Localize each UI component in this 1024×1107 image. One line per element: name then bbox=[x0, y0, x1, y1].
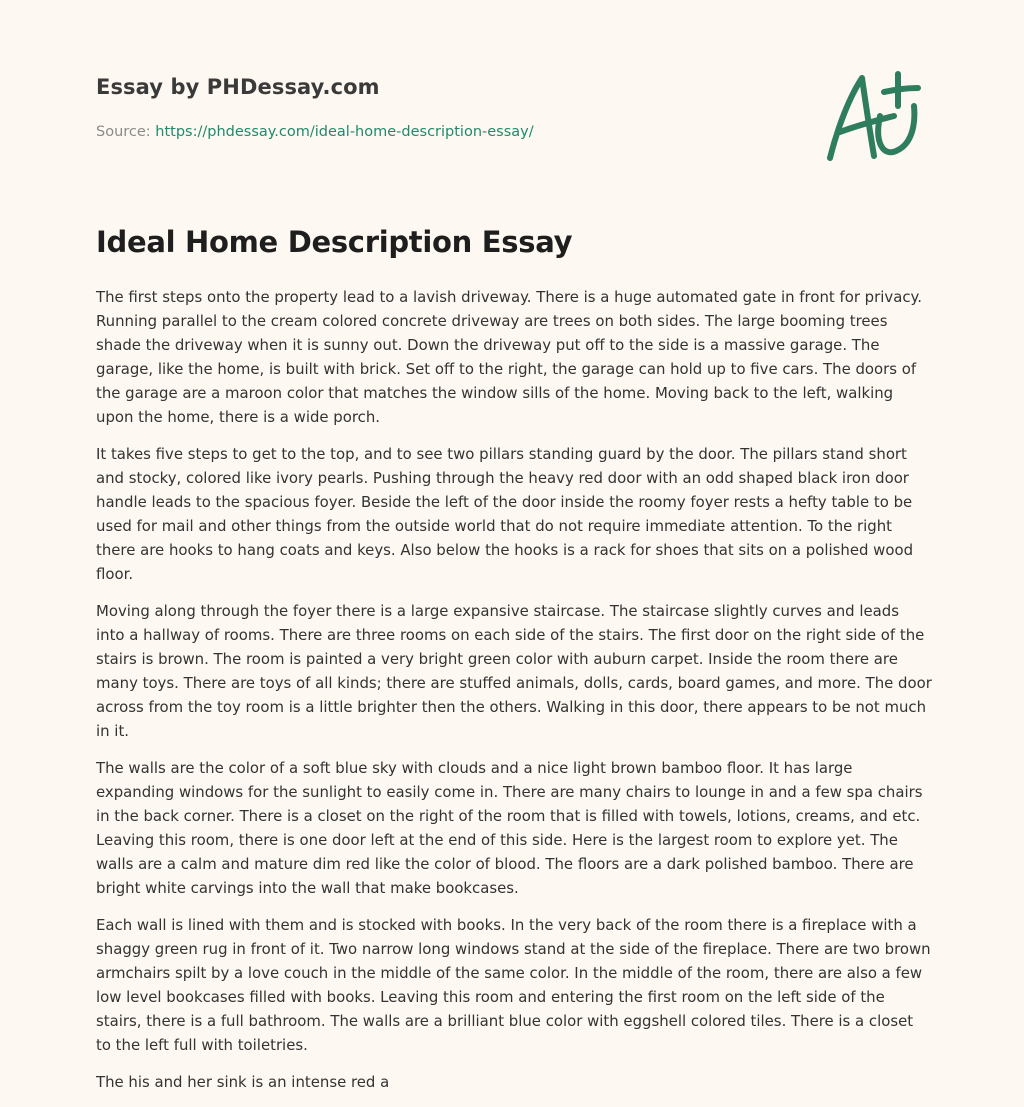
plus-horizontal-stroke bbox=[884, 88, 918, 92]
source-label: Source: bbox=[96, 124, 151, 140]
source-link[interactable]: https://phdessay.com/ideal-home-description-essay/ bbox=[155, 124, 534, 140]
article-body bbox=[96, 285, 932, 1107]
paragraph: Moving along through the foyer there is a large expansive staircase. The staircase slightly curves and leads into a hallway of rooms. There are three rooms on each side of the stairs. The first door on the right side of the stairs is brown. The room is painted a very bright green color with auburn carpet. Inside the room there are many toys. There are toys of all kinds; there are stuffed animals, dolls, cards, board games, and more. The door across from the toy room is a little brighter then the others. Walking in this door, there appears to be not much in it. bbox=[96, 602, 932, 740]
paragraph: It takes five steps to get to the top, and to see two pillars standing guard by the door. The pillars stand short and stocky, colored like ivory pearls. Pushing through the heavy red door with an odd shaped black iron door handle leads to the spacious foyer. Beside the left of the door inside the roomy foyer rests a hefty table to be used for mail and other things from the outside world that do not require immediate attention. To the right there are hooks to hang coats and keys. Also below the hooks is a rack for shoes that sits on a polished wood floor. bbox=[96, 445, 914, 583]
a-letter-strokes bbox=[830, 78, 874, 158]
paragraph: Each wall is lined with them and is stocked with books. In the very back of the room there is a fireplace with a shaggy green rug in front of it. Two narrow long windows stand at the side of the fireplace. There are two brown armchairs spilt by a love couch in the middle of the same color. In the middle of the room, there are also a few low level bookcases filled with books. Leaving this room and entering the first room on the left side of the stairs, there is a full bathroom. The walls are a brilliant blue color with eggshell colored tiles. There is a closet to the left full with toiletries. bbox=[96, 916, 931, 1054]
paragraph: The his and her sink is an intense red a bbox=[96, 1073, 390, 1091]
a-plus-logo-icon bbox=[818, 66, 930, 166]
page-title: Ideal Home Description Essay bbox=[96, 225, 573, 259]
swoosh-stroke bbox=[878, 106, 914, 152]
paragraph: The first steps onto the property lead to a lavish driveway. There is a huge automated gate in front for privacy. Running parallel to the cream colored concrete driveway are trees on both sides. The large booming trees shade the driveway when it is sunny out. Down the driveway put off to the side is a massive garage. The garage, like the home, is built with brick. Set off to the right, the garage can hold up to five cars. The doors of the garage are a maroon color that matches the window sills of the home. Moving back to the left, walking upon the home, there is a wide porch. bbox=[96, 288, 922, 426]
source-line bbox=[96, 124, 534, 140]
paragraph: The walls are the color of a soft blue sky with clouds and a nice light brown bamboo floor. It has large expanding windows for the sunlight to easily come in. There are many chairs to lounge in and a few spa chairs in the back corner. There is a closet on the right of the room that is filled with towels, lotions, creams, and etc. Leaving this room, there is one door left at the end of this side. Here is the largest room to explore yet. The walls are a calm and mature dim red like the color of blood. The floors are a dark polished bamboo. There are bright white carvings into the wall that make bookcases. bbox=[96, 759, 923, 897]
site-brand: Essay by PHDessay.com bbox=[96, 75, 380, 99]
